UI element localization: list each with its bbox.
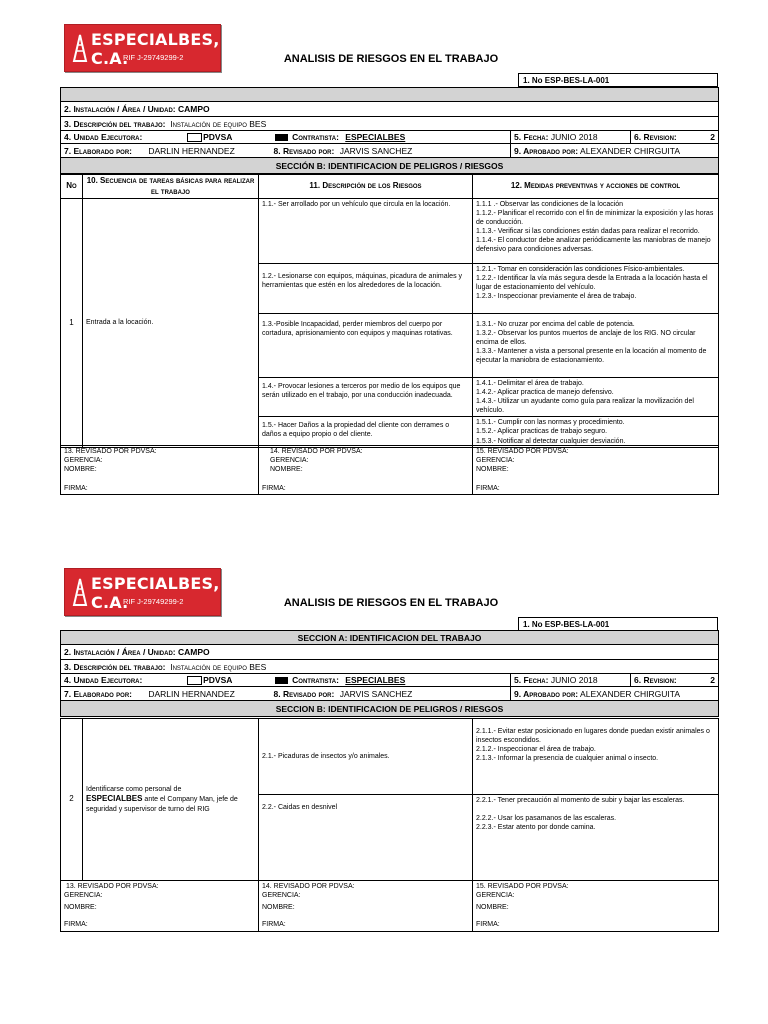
aprobado-cell: 9. Aprobado por: ALEXANDER CHIRGUITA [511,687,719,701]
risk-1-2: 1.2.- Lesionarse con equipos, máquinas, picadura de animales y herramientas que estén en los alrededores de la locación. [259,264,473,314]
contratista-value: ESPECIALBES [345,131,406,142]
document-number [518,617,718,631]
fecha-cell: 5. Fecha: JUNIO 2018 [511,131,631,144]
logo-rif: RIF J-29749299-2 [123,597,184,606]
revision-cell: 6. Revision: 2 [631,674,719,687]
item-number: 1 [61,199,83,448]
section-a-band [61,88,719,102]
task-description: Identificarse como personal de ESPECIALBES ante el Company Man, jefe de seguridad y supervisor de turno del RIG [83,719,259,881]
logo-name: ESPECIALBES, C.A. [91,30,220,68]
signature-row [60,880,719,932]
item-number: 2 [61,719,83,881]
task-description: Entrada a la locación. [83,199,259,448]
document-title: ANALISIS DE RIESGOS EN EL TRABAJO [283,597,499,609]
measures-1-1: 1.1.1 .- Observar las condiciones de la locación 1.1.2.- Planificar el recorrido con el fin de minimizar la exposición y las horas de conducción. 1.1.3.- Verificar si las condiciones están dadas para realizar el recorrido. 1.1.4.- El conductor debe analizar periódicamente las maniobras de manejo defensivo para condiciones adversas. [473,199,719,264]
risk-1-1: 1.1.- Ser arrollado por un vehículo que circula en la locación. [259,199,473,264]
document-title: ANALISIS DE RIESGOS EN EL TRABAJO [283,53,499,65]
col-tareas: 10. Secuencia de tareas básicas para realizar el trabajo [83,175,259,199]
checkbox-pdvsa[interactable] [187,676,202,685]
signature-15: 15. REVISADO POR PDVSA: GERENCIA: NOMBRE: FIRMA: [473,446,719,495]
instalacion-row: 2. Instalación / Área / Unidad: CAMPO [61,645,719,660]
aprobado-cell: 9. Aprobado por: ALEXANDER CHIRGUITA [511,144,719,158]
instalacion-value: CAMPO [178,647,210,657]
logo-rif: RIF J-29749299-2 [123,53,184,62]
unidad-row: 4. Unidad Ejecutora: PDVSA Contratista: ESPECIALBES [61,131,511,144]
signature-13: 13. REVISADO POR PDVSA: GERENCIA: NOMBRE: FIRMA: [61,881,259,932]
doc-no-value: ESP-BES-LA-001 [544,76,610,85]
signature-15: 15. REVISADO POR PDVSA: GERENCIA: NOMBRE: FIRMA: [473,881,719,932]
header-form [60,630,719,717]
signature-13: 13. REVISADO POR PDVSA: GERENCIA: NOMBRE: FIRMA: [61,446,259,495]
signature-14: 14. REVISADO POR PDVSA: GERENCIA: NOMBRE: FIRMA: [259,881,473,932]
checkbox-pdvsa[interactable] [187,133,202,142]
revision-cell: 6. Revision: 2 [631,131,719,144]
doc-no-label: 1. No [523,76,543,85]
instalacion-value: CAMPO [178,104,210,114]
instalacion-row: 2. Instalación / Área / Unidad: CAMPO [61,102,719,117]
measures-2-1: 2.1.1.- Evitar estar posicionado en lugares donde puedan existir animales o insectos escondidos. 2.1.2.- Inspeccionar el área de trabajo. 2.1.3.- Informar la presencia de cualquier animal o insecto. [473,719,719,795]
risk-table [60,718,719,881]
measures-2-2: 2.2.1.- Tener precaución al momento de subir y bajar las escaleras. 2.2.2.- Usar los pasamanos de las escaleras. 2.2.3.- Estar atento por donde camina. [473,795,719,881]
unidad-row: 4. Unidad Ejecutora: PDVSA Contratista: ESPECIALBES [61,674,511,687]
people-row: 7. Elaborado por: DARLIN HERNANDEZ 8. Revisado por: JARVIS SANCHEZ [61,144,511,158]
doc-no-value: ESP-BES-LA-001 [544,620,610,629]
signature-14: 14. REVISADO POR PDVSA: GERENCIA: NOMBRE: FIRMA: [259,446,473,495]
doc-no-label: 1. No [523,620,543,629]
col-no: No [61,175,83,199]
people-row: 7. Elaborado por: DARLIN HERNANDEZ 8. Revisado por: JARVIS SANCHEZ [61,687,511,701]
descripcion-value: BES [249,118,267,129]
measures-1-4: 1.4.1.- Delimitar el área de trabajo. 1.4.2.- Aplicar practica de manejo defensivo. 1.4.3.- Utilizar un ayudante como guía para realizar la movilización del vehículo. [473,378,719,417]
col-medidas: 12. Medidas preventivas y acciones de control [473,175,719,199]
risk-2-2: 2.2.- Caidas en desnivel [259,795,473,881]
col-riesgos: 11. Descripción de los Riesgos [259,175,473,199]
measures-1-2: 1.2.1.- Tomar en consideración las condiciones Físico-ambientales. 1.2.2.- Identificar la vía más segura desde la Entrada a la locación hasta el lugar de estacionamiento del vehículo. 1.2.3.- Inspeccionar previamente el área de trabajo. [473,264,719,314]
signature-row [60,445,719,495]
header-form [60,87,719,174]
risk-1-4: 1.4.- Provocar lesiones a terceros por medio de los equipos que serán utilizado en el trabajo, por una conducción inadecuada. [259,378,473,417]
section-a-band: SECCION A: IDENTIFICACION DEL TRABAJO [61,631,719,645]
measures-1-3: 1.3.1.- No cruzar por encima del cable de potencia. 1.3.2.- Observar los puntos muertos de anclaje de los RIG. NO circular encima de ellos. 1.3.3.- Mantener a vista a personal presente en la locación al momento de ejecutar la maniobra de estacionamiento. [473,314,719,378]
risk-table [60,174,719,448]
risk-2-1: 2.1.- Picaduras de insectos y/o animales. [259,719,473,795]
contratista-value: ESPECIALBES [345,674,406,685]
checkbox-contratista[interactable] [275,134,288,141]
logo-name: ESPECIALBES, C.A. [91,574,220,612]
measures-1-5: 1.5.1.- Cumplir con las normas y procedimiento. 1.5.2.- Aplicar practicas de trabajo seguro. 1.5.3.- Notificar al detectar cualquier desviación. [473,417,719,447]
risk-1-3: 1.3.-Posible Incapacidad, perder miembros del cuerpo por cortadura, aprisionamiento con equipos y maquinas rotativas. [259,314,473,378]
descripcion-row: 3. Descripción del trabajo: Instalación de equipo BES [61,660,719,674]
section-b-band: SECCION B: IDENTIFICACION DE PELIGROS / RIESGOS [61,701,719,717]
checkbox-contratista[interactable] [275,677,288,684]
descripcion-row: 3. Descripción del trabajo: Instalación de equipo BES [61,117,719,131]
risk-1-5: 1.5.- Hacer Daños a la propiedad del cliente con derrames o daños a equipo propio o del cliente. [259,417,473,447]
descripcion-value: BES [249,661,267,672]
fecha-cell: 5. Fecha: JUNIO 2018 [511,674,631,687]
section-b-band: SECCIÓN B: IDENTIFICACION DE PELIGROS / RIESGOS [61,158,719,174]
document-number [518,73,718,87]
